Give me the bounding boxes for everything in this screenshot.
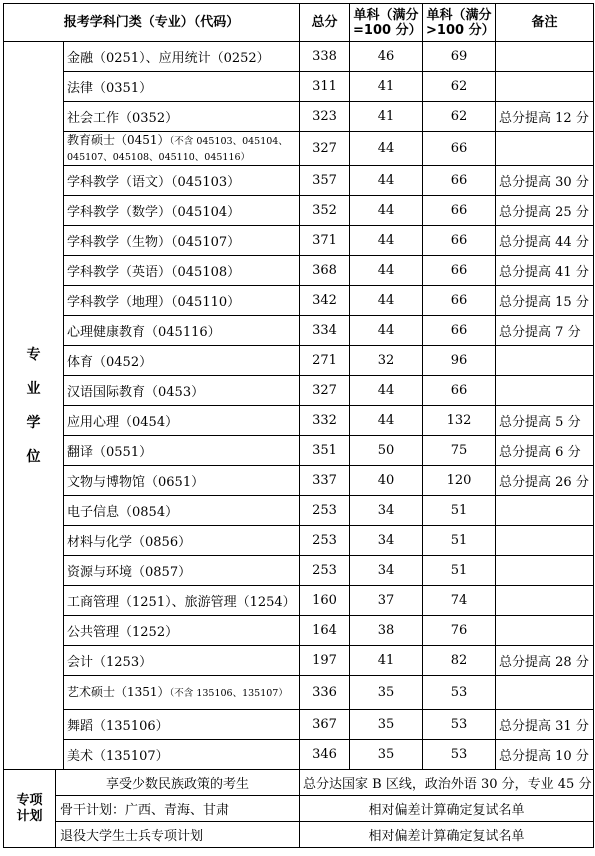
total-score: 367 [300, 710, 350, 740]
single-score-over100: 66 [423, 226, 496, 256]
remark [496, 616, 594, 646]
single-score-100: 41 [350, 102, 423, 132]
table-row [4, 616, 594, 646]
major-name-text: 艺术硕士（1351） [67, 684, 170, 699]
single-score-100: 44 [350, 256, 423, 286]
major-name [64, 676, 300, 710]
total-score: 271 [300, 346, 350, 376]
major-name-text: 金融（0251）、应用统计（0252） [67, 51, 270, 66]
major-name-text: 心理健康教育（045116） [67, 325, 221, 340]
single-score-100: 34 [350, 556, 423, 586]
major-name [64, 556, 300, 586]
major-name [64, 436, 300, 466]
total-score: 253 [300, 526, 350, 556]
table-row [4, 740, 594, 770]
single-score-over100: 53 [423, 676, 496, 710]
total-score: 197 [300, 646, 350, 676]
single-score-100: 44 [350, 406, 423, 436]
major-name-text: 翻译（0551） [67, 445, 153, 460]
remark: 总分提高 31 分 [496, 710, 594, 740]
special-row [4, 822, 594, 848]
single-score-100: 50 [350, 436, 423, 466]
remark: 总分提高 28 分 [496, 646, 594, 676]
single-score-100: 40 [350, 466, 423, 496]
total-score: 327 [300, 132, 350, 166]
major-name-text: 舞蹈（135106） [67, 719, 169, 734]
single-score-over100: 62 [423, 72, 496, 102]
major-name [64, 226, 300, 256]
remark: 总分提高 30 分 [496, 166, 594, 196]
major-name-text: 美术（135107） [67, 749, 169, 764]
special-plan-rule: 总分达国家 B 区线，政治外语 30 分，专业 45 分 [300, 770, 594, 796]
major-name [64, 196, 300, 226]
major-name [64, 496, 300, 526]
header-total: 总分 [300, 4, 350, 42]
total-score: 164 [300, 616, 350, 646]
table-row [4, 226, 594, 256]
single-score-100: 35 [350, 710, 423, 740]
special-plan-name: 退役大学生士兵专项计划 [56, 822, 300, 848]
table-row [4, 406, 594, 436]
single-score-over100: 66 [423, 256, 496, 286]
single-score-100: 44 [350, 166, 423, 196]
table-row [4, 102, 594, 132]
single-score-over100: 51 [423, 556, 496, 586]
single-score-100: 38 [350, 616, 423, 646]
table-body [4, 42, 594, 848]
major-name [64, 616, 300, 646]
remark [496, 346, 594, 376]
single-score-100: 34 [350, 496, 423, 526]
total-score: 352 [300, 196, 350, 226]
single-score-100: 44 [350, 226, 423, 256]
single-score-100: 35 [350, 740, 423, 770]
special-plan-name: 享受少数民族政策的考生 [56, 770, 300, 796]
total-score: 342 [300, 286, 350, 316]
table-row [4, 526, 594, 556]
table-row [4, 196, 594, 226]
major-name [64, 346, 300, 376]
remark [496, 586, 594, 616]
major-name-text: 应用心理（0454） [67, 415, 179, 430]
single-score-100: 44 [350, 286, 423, 316]
total-score: 357 [300, 166, 350, 196]
single-score-over100: 132 [423, 406, 496, 436]
single-score-over100: 66 [423, 166, 496, 196]
single-score-100: 41 [350, 72, 423, 102]
total-score: 327 [300, 376, 350, 406]
major-name-text: 会计（1253） [67, 655, 153, 670]
major-name-text: 公共管理（1252） [67, 625, 179, 640]
single-score-over100: 66 [423, 196, 496, 226]
special-row [4, 770, 594, 796]
special-plan-rule: 相对偏差计算确定复试名单 [300, 822, 594, 848]
single-score-over100: 62 [423, 102, 496, 132]
single-score-over100: 66 [423, 286, 496, 316]
total-score: 253 [300, 556, 350, 586]
single-score-100: 37 [350, 586, 423, 616]
single-score-100: 35 [350, 676, 423, 710]
major-name-text: 电子信息（0854） [67, 505, 179, 520]
major-name-text: 社会工作（0352） [67, 111, 179, 126]
major-name-text: 学科教学（生物）（045107） [67, 235, 241, 250]
remark: 总分提高 26 分 [496, 466, 594, 496]
total-score: 351 [300, 436, 350, 466]
header-single-over100: 单科（满分>100 分） [423, 4, 496, 42]
total-score: 253 [300, 496, 350, 526]
single-score-100: 46 [350, 42, 423, 72]
single-score-over100: 66 [423, 316, 496, 346]
table-row [4, 436, 594, 466]
single-score-over100: 53 [423, 740, 496, 770]
total-score: 336 [300, 676, 350, 710]
remark [496, 376, 594, 406]
total-score: 346 [300, 740, 350, 770]
single-score-over100: 66 [423, 376, 496, 406]
total-score: 323 [300, 102, 350, 132]
major-name-text: 文物与博物馆（0651） [67, 475, 205, 490]
category-professional: 专 业 学 位 [4, 42, 64, 770]
major-name [64, 376, 300, 406]
single-score-100: 44 [350, 132, 423, 166]
score-table [3, 3, 594, 848]
remark [496, 556, 594, 586]
table-row [4, 132, 594, 166]
remark: 总分提高 7 分 [496, 316, 594, 346]
single-score-over100: 53 [423, 710, 496, 740]
total-score: 311 [300, 72, 350, 102]
single-score-over100: 96 [423, 346, 496, 376]
remark: 总分提高 15 分 [496, 286, 594, 316]
single-score-over100: 51 [423, 496, 496, 526]
table-row [4, 586, 594, 616]
major-name [64, 316, 300, 346]
single-score-over100: 75 [423, 436, 496, 466]
table-row [4, 376, 594, 406]
major-name-text: 材料与化学（0856） [67, 535, 192, 550]
remark: 总分提高 10 分 [496, 740, 594, 770]
special-plan-name: 骨干计划：广西、青海、甘肃 [56, 796, 300, 822]
single-score-100: 44 [350, 316, 423, 346]
major-name-text: 学科教学（数学）（045104） [67, 205, 241, 220]
header-major: 报考学科门类（专业）（代码） [4, 4, 300, 42]
header-remark: 备注 [496, 4, 594, 42]
major-name [64, 72, 300, 102]
major-name-text: 学科教学（语文）（045103） [67, 175, 241, 190]
total-score: 332 [300, 406, 350, 436]
single-score-100: 41 [350, 646, 423, 676]
table-row [4, 676, 594, 710]
total-score: 337 [300, 466, 350, 496]
major-name-text: 汉语国际教育（0453） [67, 385, 205, 400]
major-name [64, 406, 300, 436]
single-score-over100: 69 [423, 42, 496, 72]
single-score-over100: 74 [423, 586, 496, 616]
remark: 总分提高 44 分 [496, 226, 594, 256]
remark: 总分提高 6 分 [496, 436, 594, 466]
major-name-text: 法律（0351） [67, 81, 153, 96]
table-row [4, 286, 594, 316]
special-plan-rule: 相对偏差计算确定复试名单 [300, 796, 594, 822]
major-name-text: 学科教学（英语）（045108） [67, 265, 241, 280]
remark: 总分提高 12 分 [496, 102, 594, 132]
remark [496, 132, 594, 166]
major-name-note: （不含 045103、045104、045107、045108、045110、045116） [67, 135, 288, 163]
single-score-100: 32 [350, 346, 423, 376]
major-name [64, 132, 300, 166]
major-name-text: 资源与环境（0857） [67, 565, 192, 580]
special-row [4, 796, 594, 822]
table-row [4, 256, 594, 286]
table-row [4, 72, 594, 102]
total-score: 338 [300, 42, 350, 72]
category-special: 专项 计划 [4, 770, 56, 848]
major-name [64, 526, 300, 556]
table-row [4, 466, 594, 496]
major-name [64, 586, 300, 616]
major-name-note: （不含 135106、135107） [169, 687, 288, 699]
table-row [4, 710, 594, 740]
remark [496, 42, 594, 72]
table-row [4, 496, 594, 526]
major-name [64, 256, 300, 286]
table-row [4, 646, 594, 676]
remark: 总分提高 25 分 [496, 196, 594, 226]
single-score-100: 44 [350, 196, 423, 226]
header-single100: 单科（满分=100 分） [350, 4, 423, 42]
single-score-over100: 66 [423, 132, 496, 166]
remark: 总分提高 5 分 [496, 406, 594, 436]
remark [496, 526, 594, 556]
remark [496, 496, 594, 526]
major-name [64, 740, 300, 770]
table-row [4, 346, 594, 376]
remark: 总分提高 41 分 [496, 256, 594, 286]
major-name [64, 286, 300, 316]
table-row [4, 556, 594, 586]
single-score-over100: 82 [423, 646, 496, 676]
total-score: 371 [300, 226, 350, 256]
table-row [4, 42, 594, 72]
major-name-text: 学科教学（地理）（045110） [67, 295, 241, 310]
header-row [4, 4, 594, 42]
major-name [64, 166, 300, 196]
major-name-text: 工商管理（1251）、旅游管理（1254） [67, 595, 296, 610]
remark [496, 72, 594, 102]
table-row [4, 166, 594, 196]
major-name [64, 466, 300, 496]
major-name [64, 710, 300, 740]
remark [496, 676, 594, 710]
major-name [64, 646, 300, 676]
single-score-100: 34 [350, 526, 423, 556]
single-score-over100: 120 [423, 466, 496, 496]
single-score-over100: 51 [423, 526, 496, 556]
total-score: 334 [300, 316, 350, 346]
total-score: 368 [300, 256, 350, 286]
total-score: 160 [300, 586, 350, 616]
single-score-100: 44 [350, 376, 423, 406]
major-name [64, 42, 300, 72]
major-name-text: 教育硕士（0451） [67, 132, 170, 147]
major-name [64, 102, 300, 132]
single-score-over100: 76 [423, 616, 496, 646]
major-name-text: 体育（0452） [67, 355, 153, 370]
table-row [4, 316, 594, 346]
